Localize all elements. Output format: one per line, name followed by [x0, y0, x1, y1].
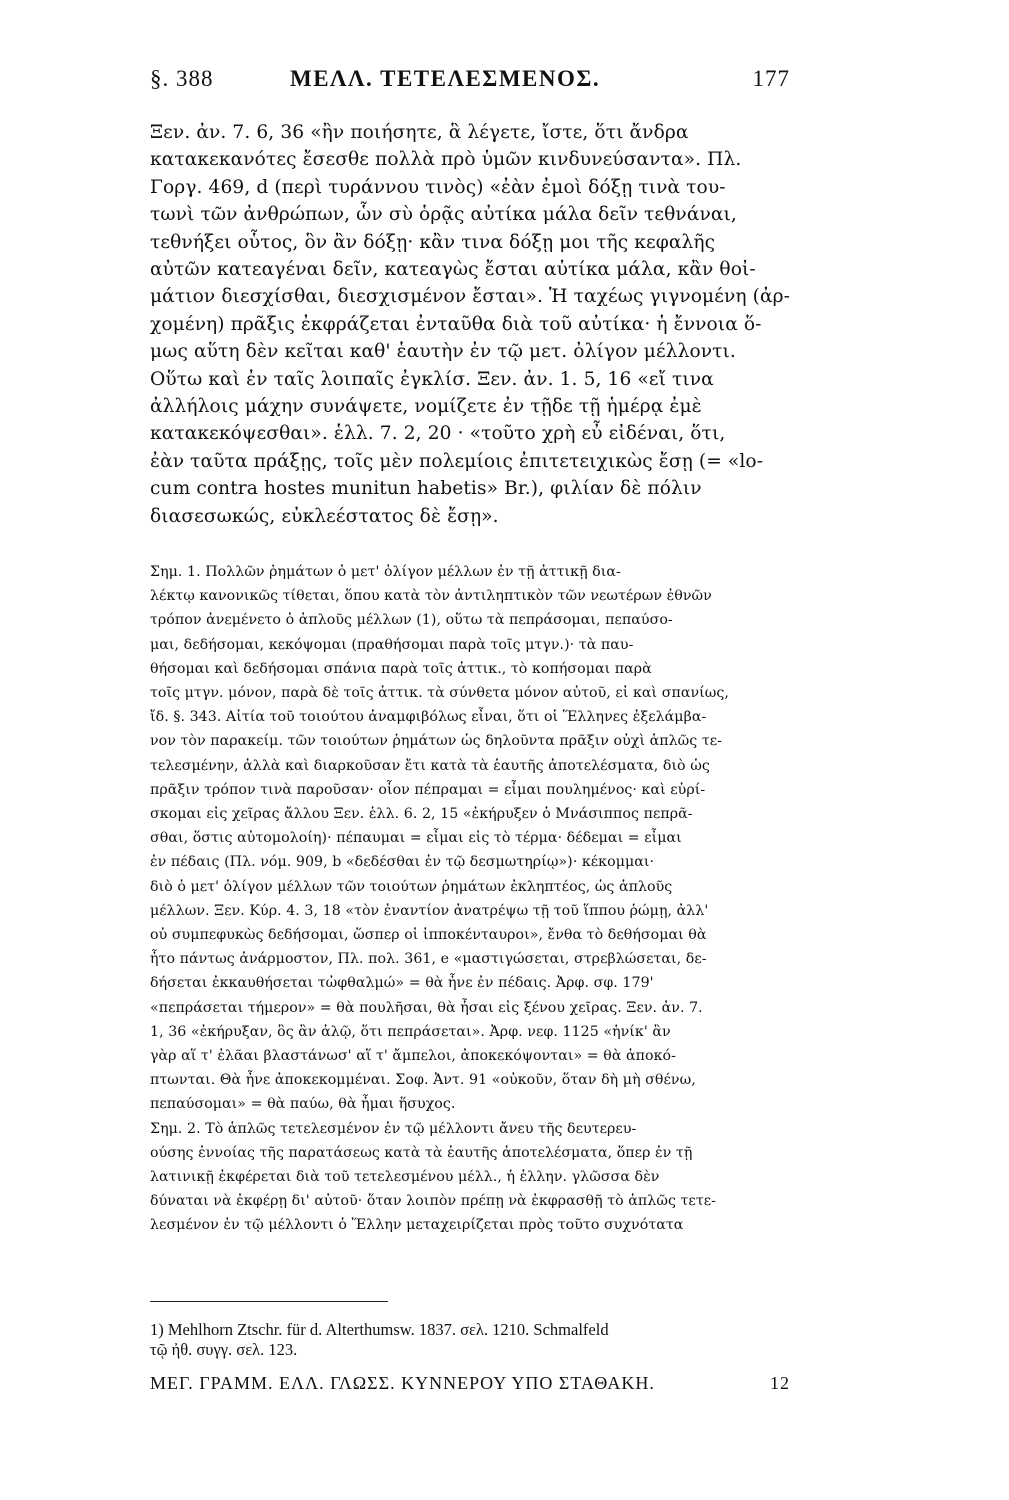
text-line: τεθνήξει οὗτος, ὃν ἂν δόξῃ· κἂν τινα δόξῃ μοι τῆς κεφαλῆς — [150, 231, 716, 253]
text-line: χομένη) πρᾶξις ἐκφράζεται ἐνταῦθα διὰ τοῦ αὐτίκα· ἡ ἔννοια ὅ- — [150, 313, 762, 335]
note-line: διὸ ὁ μετ' ὀλίγον μέλλων τῶν τοιούτων ῥημάτων ἐκληπτέος, ὡς ἁπλοῦς — [150, 878, 673, 895]
note-line: δήσεται ἐκκαυθήσεται τὠφθαλμώ» = θὰ ἦνε ἐν πέδαις. Ἀρφ. σφ. 179' — [150, 975, 654, 992]
note-line: νον τὸν παρακείμ. τῶν τοιούτων ῥημάτων ὡς δηλοῦντα πρᾶξιν οὐχὶ ἁπλῶς τε- — [150, 733, 722, 750]
text-line: μως αὕτη δὲν κεῖται καθ' ἑαυτὴν ἐν τῷ μετ. ὀλίγον μέλλοντι. — [150, 341, 736, 363]
text-line: μάτιον διεσχίσθαι, διεσχισμένον ἔσται». Ἡ ταχέως γιγνομένη (ἀρ- — [150, 286, 791, 308]
note-line: γὰρ αἵ τ' ἐλᾶαι βλαστάνωσ' αἵ τ' ἄμπελοι, ἀποκεκόψονται» = θὰ ἀποκό- — [150, 1048, 676, 1065]
note-line: ἴδ. §. 343. Αἰτία τοῦ τοιούτου ἀναμφιβόλως εἶναι, ὅτι οἱ Ἕλληνες ἐξελάμβα- — [150, 709, 707, 726]
section-number: §. 388 — [150, 66, 214, 91]
note-line: «πεπράσεται τήμερον» = θὰ πουλῆσαι, θὰ ἦσαι εἰς ξένου χεῖρας. Ξεν. ἀν. 7. — [150, 999, 703, 1016]
note-line: πρᾶξιν τρόπον τινὰ παροῦσαν· οἷον πέπραμαι = εἶμαι πουλημένος· καὶ εὑρί- — [150, 781, 706, 798]
footnote-line: 1) Mehlhorn Ztschr. für d. Alterthumsw. 1837. σελ. 1210. Schmalfeld — [150, 1320, 609, 1339]
text-line: Οὕτω καὶ ἐν ταῖς λοιπαῖς ἐγκλίσ. Ξεν. ἀν. 1. 5, 16 «εἴ τινα — [150, 368, 714, 390]
text-line: ἐὰν ταῦτα πράξῃς, τοῖς μὲν πολεμίοις ἐπιτετειχικὼς ἔσῃ (= «lo- — [150, 450, 764, 472]
footnote-divider — [150, 1301, 388, 1302]
note-line: Σημ. 2. Τὸ ἁπλῶς τετελεσμένον ἐν τῷ μέλλοντι ἄνευ τῆς δευτερευ- — [150, 1120, 637, 1137]
note-line: λέκτῳ κανονικῶς τίθεται, ὅπου κατὰ τὸν ἀντιληπτικὸν τῶν νεωτέρων ἐθνῶν — [150, 588, 712, 605]
note-line: λεσμένον ἐν τῷ μέλλοντι ὁ Ἕλλην μεταχειρίζεται πρὸς τοῦτο συχνότατα — [150, 1217, 684, 1234]
footnote — [150, 1320, 800, 1360]
note-line: τελεσμένην, ἀλλὰ καὶ διαρκοῦσαν ἔτι κατὰ τὰ ἑαυτῆς ἀποτελέσματα, διὸ ὡς — [150, 757, 710, 774]
note-line: θήσομαι καὶ δεδήσομαι σπάνια παρὰ τοῖς ἀττικ., τὸ κοπήσομαι παρὰ — [150, 660, 652, 677]
text-line: διασεσωκώς, εὐκλεέστατος δὲ ἔσῃ». — [150, 505, 499, 527]
running-header — [150, 66, 790, 102]
note-line: ούσης ἐννοίας τῆς παρατάσεως κατὰ τὰ ἑαυτῆς ἀποτελέσματα, ὅπερ ἐν τῇ — [150, 1144, 693, 1161]
text-line: αὐτῶν κατεαγέναι δεῖν, κατεαγὼς ἔσται αὐτίκα μάλα, κἂν θοἰ- — [150, 259, 756, 281]
note-line: πεπαύσομαι» = θὰ παύω, θὰ ἦμαι ἥσυχος. — [150, 1096, 456, 1113]
remarks-text — [150, 560, 795, 1238]
note-line: πτωνται. Θὰ ἦνε ἀποκεκομμέναι. Σοφ. Ἀντ. 91 «οὐκοῦν, ὅταν δὴ μὴ σθένω, — [150, 1072, 696, 1089]
text-line: Ξεν. ἀν. 7. 6, 36 «ἢν ποιήσητε, ἃ λέγετε, ἴστε, ὅτι ἄνδρα — [150, 122, 689, 143]
note-line: μέλλων. Ξεν. Κύρ. 4. 3, 18 «τὸν ἐναντίον ἀνατρέψω τῇ τοῦ ἵππου ῥώμῃ, ἀλλ' — [150, 902, 709, 919]
text-line: τωνὶ τῶν ἀνθρώπων, ὧν σὺ ὁρᾷς αὐτίκα μάλα δεῖν τεθνάναι, — [150, 204, 737, 226]
signature-number: 12 — [770, 1373, 790, 1393]
note-line: οὐ συμπεφυκὼς δεδήσομαι, ὥσπερ οἱ ἱπποκένταυροι», ἔνθα τὸ δεθήσομαι θὰ — [150, 927, 707, 944]
text-line: κατακεκόψεσθαι». ἑλλ. 7. 2, 20 · «τοῦτο χρὴ εὖ εἰδέναι, ὅτι, — [150, 423, 726, 445]
note-line: ἐν πέδαις (Πλ. νόμ. 909, b «δεδέσθαι ἐν τῷ δεσμωτηρίῳ»)· κέκομμαι· — [150, 854, 655, 871]
printer-signature — [150, 1373, 790, 1394]
note-line: δύναται νὰ ἐκφέρῃ δι' αὐτοῦ· ὅταν λοιπὸν πρέπῃ νὰ ἐκφρασθῇ τὸ ἁπλῶς τετε- — [150, 1193, 716, 1210]
note-line: σκομαι εἰς χεῖρας ἄλλου Ξεν. ἑλλ. 6. 2, 15 «ἐκήρυξεν ὁ Μνάσιππος πεπρᾶ- — [150, 806, 693, 823]
text-line: cum contra hostes munitun habetis» Br.), φιλίαν δὲ πόλιν — [150, 478, 702, 500]
note-line: λατινικῇ ἐκφέρεται διὰ τοῦ τετελεσμένου μέλλ., ἡ ἑλλην. γλῶσσα δὲν — [150, 1169, 660, 1186]
note-line: τοῖς μτγν. μόνον, παρὰ δὲ τοῖς ἀττικ. τὰ σύνθετα μόνον αὐτοῦ, εἰ καὶ σπανίως, — [150, 685, 729, 702]
text-line: Γοργ. 469, d (περὶ τυράννου τινὸς) «ἐὰν ἐμοὶ δόξῃ τινὰ του- — [150, 176, 726, 198]
note-line: ἦτο πάντως ἀνάρμοστον, Πλ. πολ. 361, e «μαστιγώσεται, στρεβλώσεται, δε- — [150, 951, 707, 968]
note-line: τρόπον ἀνεμένετο ὁ ἁπλοῦς μέλλων (1), οὕτω τὰ πεπράσομαι, πεπαύσο- — [150, 612, 673, 629]
note-line: σθαι, ὅστις αὐτομολοίη)· πέπαυμαι = εἶμαι εἰς τὸ τέρμα· δέδεμαι = εἶμαι — [150, 830, 682, 847]
running-title: ΜΕΛΛ. ΤΕΤΕΛΕΣΜΕΝΟΣ. — [290, 66, 601, 91]
main-text — [150, 119, 795, 530]
note-line: 1, 36 «ἐκήρυξαν, ὃς ἂν ἁλῷ, ὅτι πεπράσεται». Ἀρφ. νεφ. 1125 «ἡνίκ' ἂν — [150, 1023, 671, 1040]
text-line: κατακεκανότες ἔσεσθε πολλὰ πρὸ ὑμῶν κινδυνεύσαντα». Πλ. — [150, 149, 742, 171]
note-line: Σημ. 1. Πολλῶν ῥημάτων ὁ μετ' ὀλίγον μέλλων ἐν τῇ ἀττικῇ δια- — [150, 564, 621, 580]
note-line: μαι, δεδήσομαι, κεκόψομαι (πραθήσομαι παρὰ τοῖς μτγν.)· τὰ παυ- — [150, 636, 634, 653]
page-number: 177 — [752, 66, 790, 91]
signature-text: ΜΕΓ. ΓΡΑΜΜ. ΕΛΛ. ΓΛΩΣΣ. ΚΥΝΝΕΡΟΥ ΥΠΟ ΣΤΑΘΑΚΗ. — [150, 1373, 655, 1393]
footnote-line: τῷ ἠθ. συγγ. σελ. 123. — [150, 1340, 298, 1359]
text-line: ἀλλήλοις μάχην συνάψετε, νομίζετε ἐν τῇδε τῇ ἡμέρᾳ ἐμὲ — [150, 396, 702, 418]
